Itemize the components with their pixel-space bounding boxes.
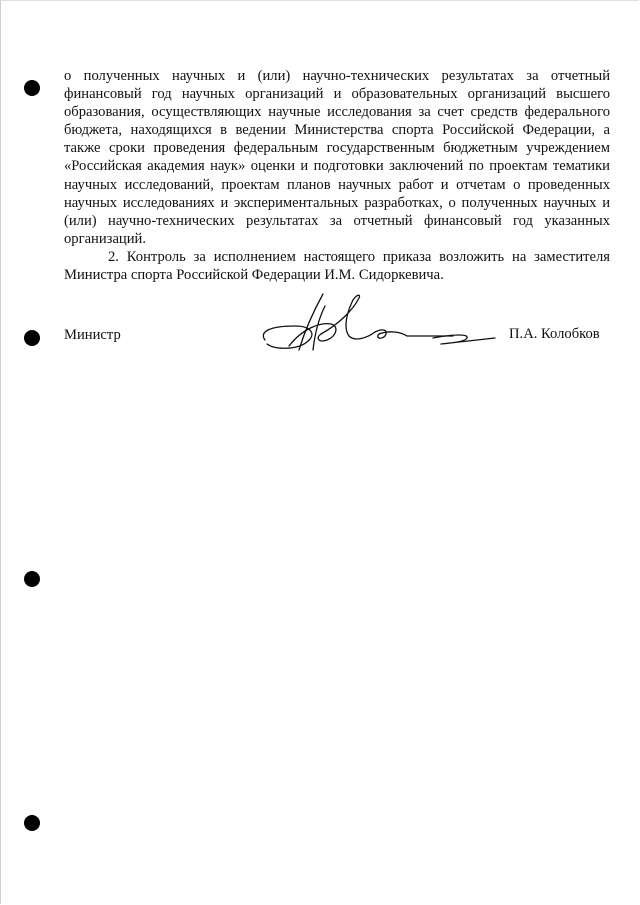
paragraph-item-2: 2. Контроль за исполнением настоящего приказа возложить на заместителя Министра спорта Российской Федерации И.М. Сидоркевича. [64, 248, 610, 284]
handwritten-signature [255, 288, 505, 360]
signatory-title: Министр [64, 327, 121, 343]
punch-hole [24, 815, 40, 831]
document-body [64, 67, 610, 284]
punch-hole [24, 330, 40, 346]
signatory-name: П.А. Колобков [509, 326, 600, 342]
paragraph-continuation: о полученных научных и (или) научно-технических результатах за отчетный финансовый год научных организаций и образовательных организаций высшего образования, осуществляющих научные исследования за счет средств федерального бюджета, находящихся в ведении Министерства спорта Российской Федерации, а также сроки проведения федеральным государственным бюджетным учреждением «Российская академия наук» оценки и подготовки заключений по проектам тематики научных исследований, проектам планов научных работ и отчетам о проведенных научных исследованиях и экспериментальных разработках, о полученных научных и (или) научно-технических результатах за отчетный финансовый год указанных организаций. [64, 68, 610, 247]
punch-hole [24, 80, 40, 96]
punch-hole [24, 571, 40, 587]
